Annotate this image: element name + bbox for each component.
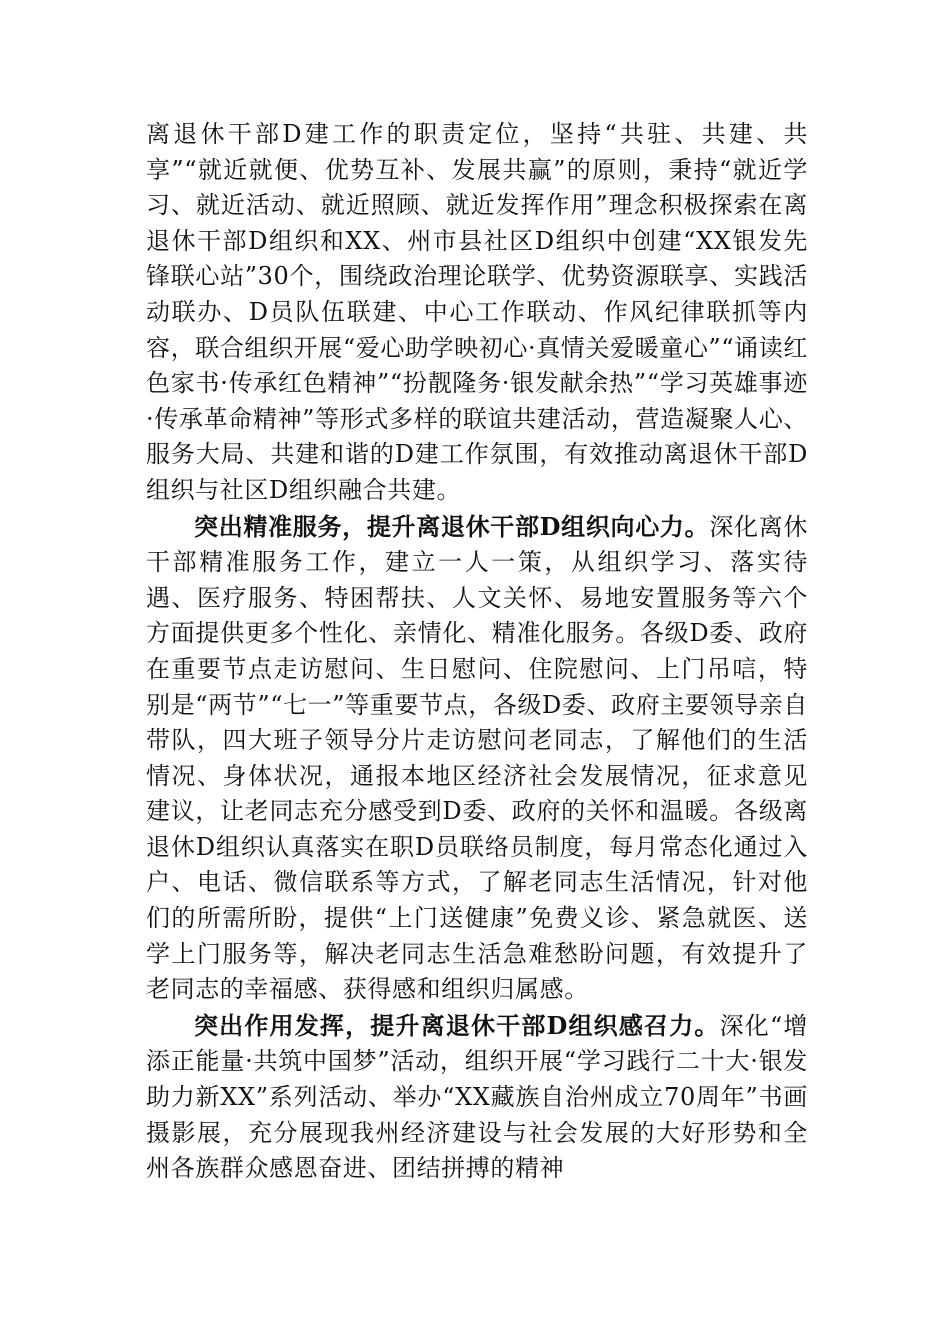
paragraph-3 [146, 1008, 808, 1187]
paragraph-1-text: 离退休干部D建工作的职责定位，坚持“共驻、共建、共享”“就近就便、优势互补、发展共赢”的原则，秉持“就近学习、就近活动、就近照顾、就近发挥作用”理念积极探索在离退休干部D组织和XX、州市县社区D组织中创建“XX银发先锋联心站”30个，围绕政治理论联学、优势资源联享、实践活动联办、D员队伍联建、中心工作联动、作风纪律联抓等内容，联合组织开展“爱心助学映初心·真情关爱暖童心”“诵读红色家书·传承红色精神”“扮靓隆务·银发献余热”“学习英雄事迹·传承革命精神”等形式多样的联谊共建活动，营造凝聚人心、服务大局、共建和谐的D建工作氛围，有效推动离退休干部D组织与社区D组织融合共建。 [146, 120, 808, 504]
paragraph-3-heading: 突出作用发挥，提升离退休干部D组织感召力。 [194, 1010, 720, 1040]
paragraph-3-text: 深化“增添正能量·共筑中国梦”活动，组织开展“学习践行二十大·银发助力新XX”系列活动、举办“XX藏族自治州成立70周年”书画摄影展，充分展现我州经济建设与社会发展的大好形势和全州各族群众感恩奋进、团结拼搏的精神 [146, 1011, 809, 1183]
paragraph-2-heading: 突出精准服务，提升离退休干部D组织向心力。 [194, 511, 710, 541]
paragraph-1 [146, 117, 808, 509]
paragraph-2 [146, 509, 808, 1008]
document-body [146, 117, 808, 1187]
paragraph-2-text: 深化离休干部精准服务工作，建立一人一策，从组织学习、落实待遇、医疗服务、特困帮扶、人文关怀、易地安置服务等六个方面提供更多个性化、亲情化、精准化服务。各级D委、政府在重要节点走访慰问、生日慰问、住院慰问、上门吊唁，特别是“两节”“七一”等重要节点，各级D委、政府主要领导亲自带队，四大班子领导分片走访慰问老同志，了解他们的生活情况、身体状况，通报本地区经济社会发展情况，征求意见建议，让老同志充分感受到D委、政府的关怀和温暖。各级离退休D组织认真落实在职D员联络员制度，每月常态化通过入户、电话、微信联系等方式，了解老同志生活情况，针对他们的所需所盼，提供“上门送健康”免费义诊、紧急就医、送学上门服务等，解决老同志生活急难愁盼问题，有效提升了老同志的幸福感、获得感和组织归属感。 [146, 512, 808, 1004]
